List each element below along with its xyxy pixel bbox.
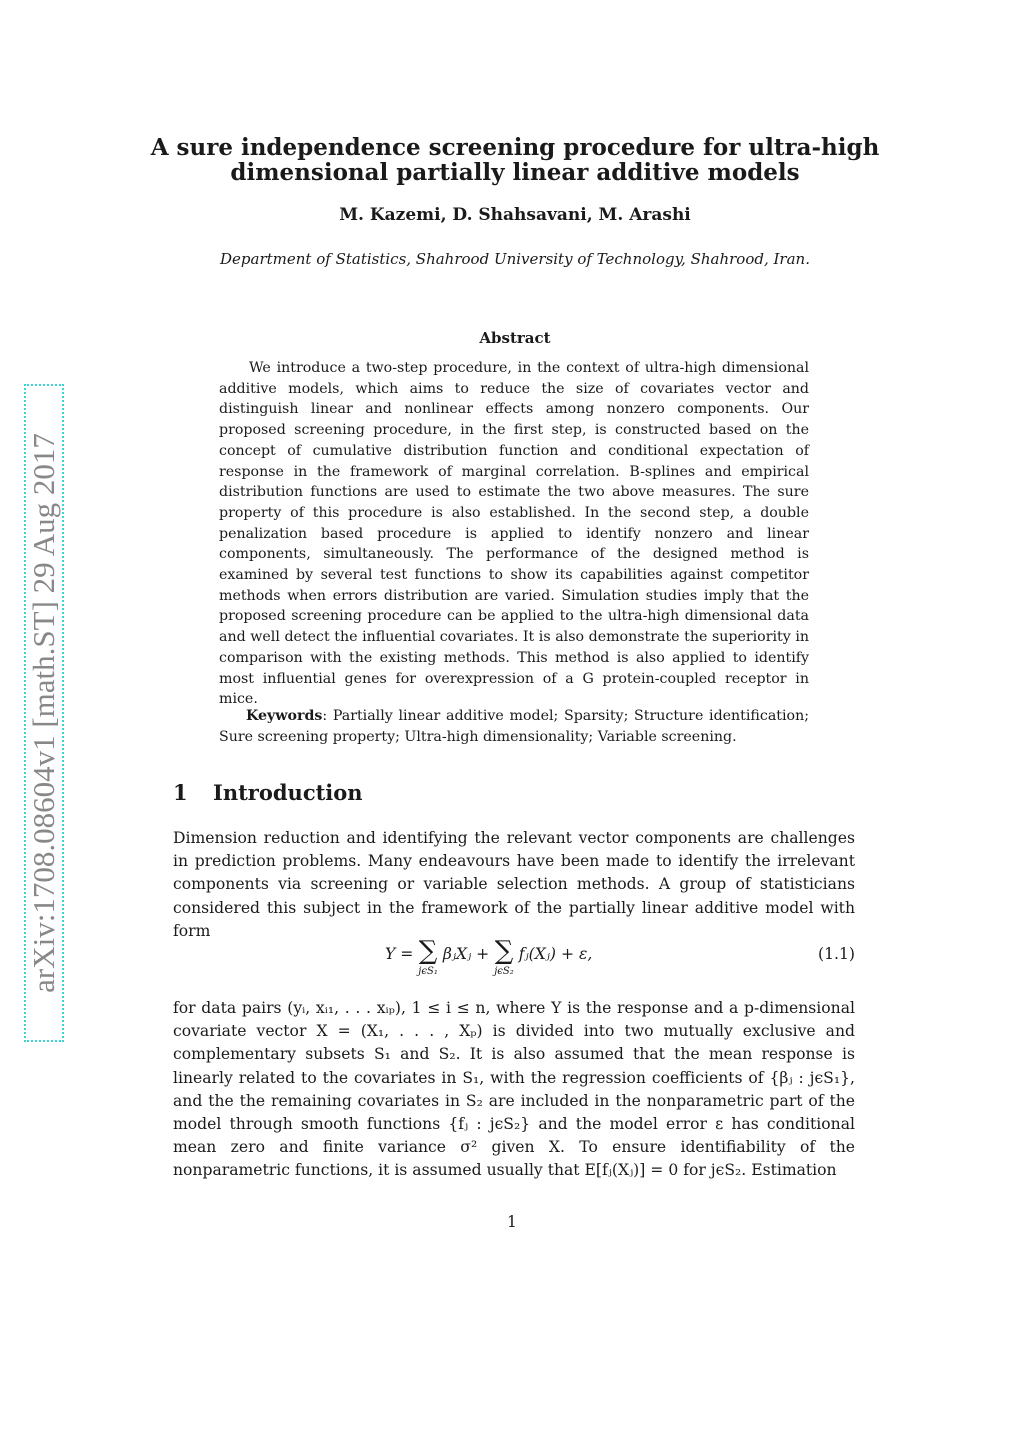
keywords [219, 706, 809, 747]
intro-paragraph-1: Dimension reduction and identifying the relevant vector components are challenges in prediction problems. Many endeavours have been made to identify the irrelevant components via screening or variable selection methods. A group of statisticians considered this subject in the framework of the partially linear additive model with form [173, 829, 855, 940]
authors: M. Kazemi, D. Shahsavani, M. Arashi [339, 205, 691, 225]
arxiv-stamp: arXiv:1708.08604v1 [math.ST] 29 Aug 2017 [26, 433, 61, 993]
section-title: Introduction [213, 780, 363, 805]
intro-paragraph-2: for data pairs (yᵢ, xᵢ₁, . . . xᵢₚ), 1 ≤ i ≤ n, where Y is the response and a p-dimensional covariate vector X = (X₁, . . . , Xₚ) is divided into two mutually exclusive and complementary subsets S₁ and S₂. It is also assumed that the mean response is linearly related to the covariates in S₁, with the regression coefficients of {βⱼ : jϵS₁}, and the the remaining covariates in S₂ are included in the nonparametric part of the model through smooth functions {fⱼ : jϵS₂} and the model error ε has conditional mean zero and finite variance σ² given X. To ensure identifiability of the nonparametric functions, it is assumed usually that E[fⱼ(Xⱼ)] = 0 for jϵS₂. Estimation [173, 999, 855, 1180]
keywords-text: : Partially linear additive model; Sparsity; Structure identification; Sure screening property; Ultra-high dimensionality; Variable screening. [219, 708, 809, 745]
equation-lhs: Y = [385, 945, 414, 963]
abstract-text: We introduce a two-step procedure, in the context of ultra-high dimensional additive models, which aims to reduce the size of covariates vector and distinguish linear and nonlinear effects among nonzero components. Our proposed screening procedure, in the first step, is constructed based on the concept of cumulative distribution function and conditional expectation of response in the framework of marginal correlation. B-splines and empirical distribution functions are used to estimate the two above measures. The sure property of this procedure is also established. In the second step, a double penalization based procedure is applied to identify nonzero and linear components, simultaneously. The performance of the designed method is examined by several test functions to show its capabilities against competitor methods when errors distribution are varied. Simulation studies imply that the proposed screening procedure can be applied to the ultra-high dimensional data and well detect the influential covariates. It is also demonstrate the superiority in comparison with the existing methods. This method is also applied to identify most influential genes for overexpression of a G protein-coupled receptor in mice. [219, 360, 809, 708]
sum-subscript-2: jϵS₂ [494, 966, 514, 977]
sum-subscript-1: jϵS₁ [418, 966, 438, 977]
sum-symbol-2: ∑ jϵS₂ [494, 936, 514, 977]
paper-title [150, 135, 880, 185]
keywords-label: Keywords [246, 708, 323, 724]
equation-label: (1.1) [818, 945, 855, 963]
equation-body [385, 936, 592, 978]
sum-symbol-1: ∑ jϵS₁ [418, 936, 438, 977]
section-number: 1 [173, 780, 188, 805]
affiliation: Department of Statistics, Shahrood University of Technology, Shahrood, Iran. [220, 250, 810, 268]
page-number: 1 [507, 1213, 517, 1231]
title-line-1: A sure independence screening procedure for ultra-high [150, 134, 880, 161]
equation-term-1: βⱼXⱼ + [442, 945, 490, 963]
section-heading [173, 780, 363, 805]
title-line-2: dimensional partially linear additive models [230, 159, 800, 186]
equation-term-2: fⱼ(Xⱼ) + ε, [518, 945, 593, 963]
abstract-heading: Abstract [479, 329, 551, 347]
equation-1-1 [173, 936, 855, 990]
